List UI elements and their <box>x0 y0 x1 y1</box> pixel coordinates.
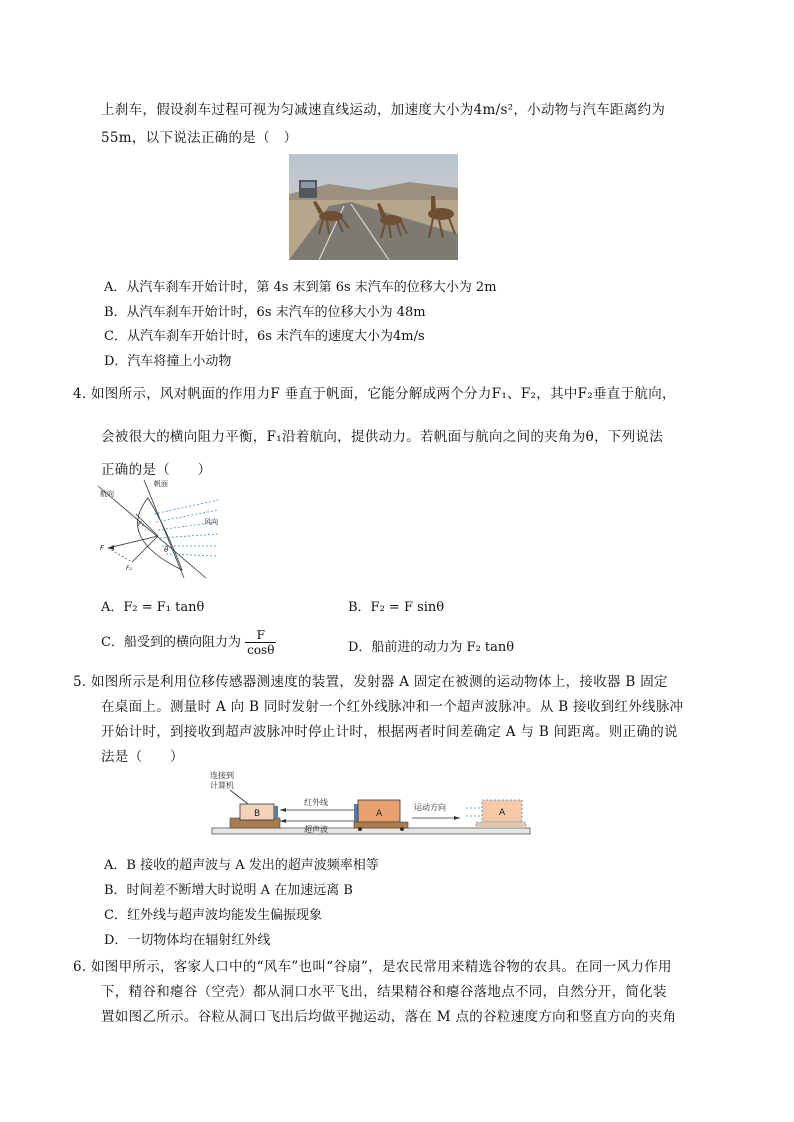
q4-option-d: D．船前进的动力为 F₂ tanθ <box>348 640 515 655</box>
q3-option-d: D．汽车将撞上小动物 <box>104 354 232 369</box>
label-F: F <box>100 544 105 552</box>
q4-text-line1: 如图所示，风对帆面的作用力F 垂直于帆面，它能分解成两个分力F₁、F₂，其中F₂垂直于航向， <box>91 386 676 402</box>
label-theta: θ <box>164 546 169 554</box>
q4-number: 4． <box>73 386 96 402</box>
q4-text-line2: 会被很大的横向阻力平衡，F₁沿着航向，提供动力。若帆面与航向之间的夹角为θ，下列说法 <box>101 429 664 445</box>
label-wind: 风向 <box>204 518 218 526</box>
table-surface <box>212 828 530 834</box>
label-course: 航向 <box>100 490 114 498</box>
q4-option-a: A．F₂ = F₁ tanθ <box>101 600 205 615</box>
label-F1: F₁ <box>138 521 144 528</box>
q3-option-a: A．从汽车刹车开始计时，第 4s 末到第 6s 末汽车的位移大小为 2m <box>104 280 497 295</box>
sail-line <box>144 480 184 578</box>
q3-text-line2: 55m，以下说法正确的是（ ） <box>101 130 298 146</box>
q4-sail-force-diagram <box>96 478 220 580</box>
label-direction: 运动方向 <box>414 803 446 812</box>
q4-option-c-text: C．船受到的横向阻力为 <box>101 635 241 650</box>
q5-option-c: C．红外线与超声波均能发生偏振现象 <box>104 908 322 923</box>
q3-text-line1: 上刹车，假设刹车过程可视为匀减速直线运动，加速度大小为4m/s²，小动物与汽车距离约为 <box>101 102 666 118</box>
label-sail: 帆面 <box>154 480 168 488</box>
q5-option-b: B．时间差不断增大时说明 A 在加速远离 B <box>104 883 353 898</box>
q6-text-line1: 如图甲所示，客家人口中的“风车”也叫“谷扇”，是农民常用来精选谷物的农具。在同一风力作用 <box>91 959 672 975</box>
q6-text-line2: 下，精谷和瘪谷（空壳）都从洞口水平飞出，结果精谷和瘪谷落地点不同，自然分开，简化装 <box>101 984 667 1000</box>
label-a-moved: A <box>499 808 506 818</box>
q5-text-line4: 法是（ ） <box>101 749 184 765</box>
q6-number: 6． <box>73 959 96 975</box>
q3-option-b: B．从汽车刹车开始计时，6s 末汽车的位移大小为 48m <box>104 305 426 320</box>
q4-option-c-numerator: F <box>245 628 276 643</box>
label-computer: 计算机 <box>210 781 234 790</box>
q5-option-a: A．B 接收的超声波与 A 发出的超声波频率相等 <box>104 858 379 873</box>
q4-option-b: B．F₂ = F sinθ <box>348 600 445 615</box>
label-b: B <box>254 809 261 819</box>
q5-number: 5． <box>73 674 96 690</box>
label-F2: F₂ <box>126 565 132 572</box>
q3-photo-animals-crossing <box>289 154 458 260</box>
q5-text-line3: 开始计时，到接收到超声波脉冲时停止计时，根据两者时间差确定 A 与 B 间距离。则正确的说 <box>101 724 678 740</box>
q4-option-c-denominator: cosθ <box>247 643 275 657</box>
q5-text-line1: 如图所示是利用位移传感器测速度的装置，发射器 A 固定在被测的运动物体上，接收器 B 固定 <box>91 674 668 690</box>
q3-option-c: C．从汽车刹车开始计时，6s 末汽车的速度大小为4m/s <box>104 329 425 344</box>
q4-option-c-fraction <box>245 628 276 657</box>
label-connect: 连接到 <box>210 771 234 780</box>
q5-sensor-diagram <box>208 768 534 842</box>
q5-text-line2: 在桌面上。测量时 A 向 B 同时发射一个红外线脉冲和一个超声波脉冲。从 B 接收到红外线脉冲 <box>101 699 684 715</box>
q6-text-line3: 置如图乙所示。谷粒从洞口飞出后均做平抛运动，落在 M 点的谷粒速度方向和竖直方向的夹角 <box>101 1009 677 1025</box>
q4-option-c <box>101 628 276 657</box>
q4-text-line3: 正确的是（ ） <box>101 462 212 478</box>
label-a: A <box>376 809 383 819</box>
q5-option-d: D．一切物体均在辐射红外线 <box>104 933 271 948</box>
label-ultrasonic: 超声波 <box>304 825 328 834</box>
label-infrared: 红外线 <box>304 798 328 807</box>
